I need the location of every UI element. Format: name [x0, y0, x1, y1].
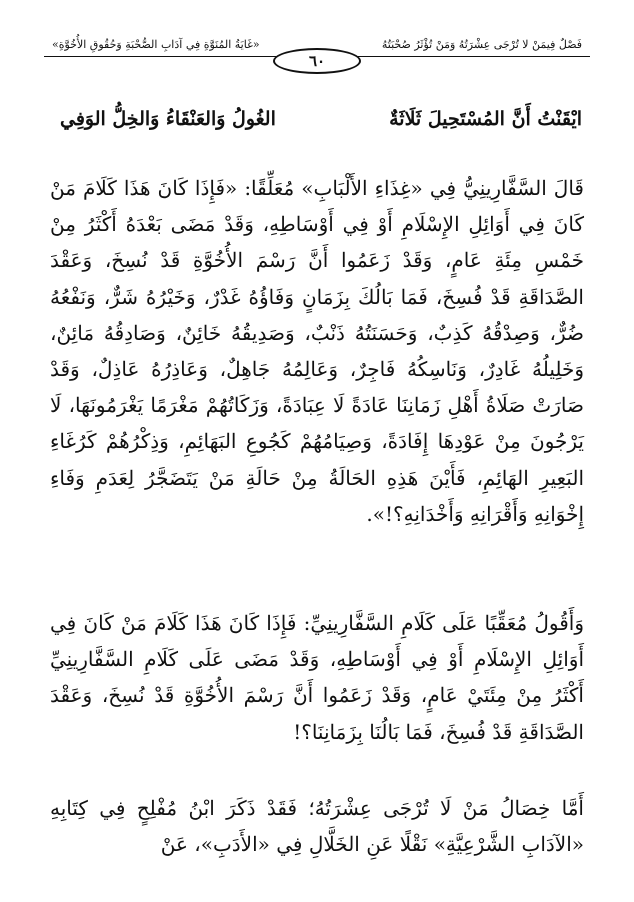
paragraph-author-comment: وَأَقُولُ مُعَقِّبًا عَلَى كَلَامِ السَّفَّارِينِيِّ: فَإِذَا كَانَ هَذَا كَلَامَ مَنْ كَانَ فِي أَوَائِلِ الإِسْلَامِ أَوْ فِي أَوْسَاطِهِ، وَقَدْ مَضَى عَلَى كَلَامِ السَّفَّارِينِيِّ أَكْثَرُ مِنْ مِئَتَيْ عَامٍ، وَقَدْ زَعَمُوا أَنَّ رَسْمَ الأُخُوَّةِ قَدْ نُسِخَ، وَعَقْدَ الصَّدَاقَةِ قَدْ فُسِخَ، فَمَا بَالُنَا بِزَمَانِنَا؟!: [50, 611, 584, 744]
paragraph-ibn-muflih: أَمَّا خِصَالُ مَنْ لَا تُرْجَى عِشْرَتُهُ؛ فَقَدْ ذَكَرَ ابْنُ مُفْلِحٍ فِي كِتَابِهِ «الآدَابِ الشَّرْعِيَّةِ» نَقْلًا عَنِ الخَلَّالِ فِي «الأَدَبِ»، عَنْ: [50, 796, 584, 857]
paragraph-saffarini-quote: قَالَ السَّفَّارِينِيُّ فِي «غِذَاءِ الأَلْبَابِ» مُعَلِّقًا: «فَإِذَا كَانَ هَذَا كَلَامَ مَنْ كَانَ فِي أَوَائِلِ الإِسْلَامِ أَوْ فِي أَوْسَاطِهِ، وَقَدْ مَضَى بَعْدَهُ أَكْثَرُ مِنْ خَمْسِ مِئَةِ عَامٍ، وَقَدْ زَعَمُوا أَنَّ رَسْمَ الأُخُوَّةِ قَدْ نُسِخَ، وَعَقْدَ الصَّدَاقَةِ قَدْ فُسِخَ، فَمَا بَالُكَ بِزَمَانٍ وَفَاؤُهُ غَدْرٌ، وَخَيْرُهُ شَرٌّ، وَنَفْعُهُ ضُرٌّ، وَصِدْقُهُ كَذِبٌ، وَحَسَنَتُهُ ذَنْبٌ، وَصَدِيقُهُ خَائِنٌ، وَصَادِقُهُ مَائِنٌ، وَخَلِيلُهُ غَادِرٌ، وَنَاسِكُهُ فَاجِرٌ، وَعَالِمُهُ جَاهِلٌ، وَعَاذِرُهُ عَاذِلٌ، وَقَدْ صَارَتْ صَلَاةُ أَهْلِ زَمَانِنَا عَادَةً لَا عِبَادَةً، وَزَكَاتُهُمْ مَغْرَمًا يَغْرَمُونَهَا، لَا يَرْجُونَ مِنْ عَوْدِهَا إِفَادَةً، وَصِيَامُهُمْ كَجُوعِ البَهَائِمِ، وَذِكْرُهُمْ كَرُغَاءِ البَعِيرِ الهَائِمِ، فَأَيْنَ هَذِهِ الحَالَةُ مِنْ حَالَةِ مَنْ يَتَضَجَّرُ لِعَدَمِ وَفَاءِ إِخْوَانِهِ وَأَقْرَانِهِ وَأَخْدَانِهِ؟!».: [50, 176, 584, 526]
verse-second-hemistich: الغُولُ وَالعَنْقَاءُ وَالخِلُّ الوَفِي: [60, 108, 276, 130]
header-chapter-title: فَصْلٌ فِيمَنْ لا تُرْجَى عِشْرَتُهُ وَمَنْ تُؤْثَرُ صُحْبَتُهُ: [381, 38, 582, 51]
page-number: ٦٠: [273, 48, 361, 74]
verse-first-hemistich: ايْقَنْتُ أَنَّ المُسْتَحِيلَ ثَلَاثَةٌ: [389, 108, 582, 130]
header-book-title: «غَايَةُ المُنَوَّةِ فِي آدَابِ الصُّحْبَةِ وَحُقُوقِ الأُخُوَّةِ»: [52, 38, 260, 51]
poem-verse: [60, 104, 582, 134]
